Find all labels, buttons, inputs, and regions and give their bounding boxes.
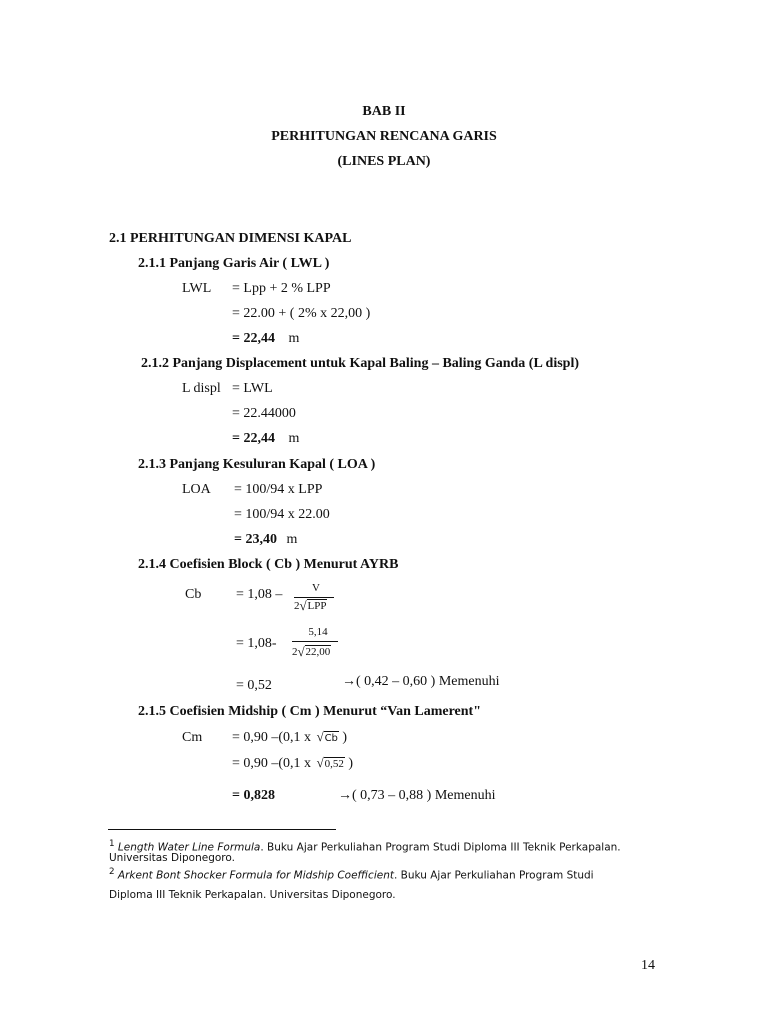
loa-lhs: LOA <box>182 482 211 497</box>
chapter-subtitle: (LINES PLAN) <box>337 154 431 169</box>
subsection-ldispl-heading: 2.1.2 Panjang Displacement untuk Kapal Baling – Baling Ganda (L displ) <box>141 356 579 371</box>
cm-check: →( 0,73 – 0,88 ) Memenuhi <box>338 788 496 803</box>
cb-formula-prefix: = 1,08 – <box>236 587 283 602</box>
lwl-lhs: LWL <box>182 281 212 296</box>
ldispl-lhs: L displ <box>182 381 221 396</box>
loa-result: = 23,40 m <box>234 532 298 547</box>
page-number: 14 <box>641 958 655 973</box>
lwl-substitution: = 22.00 + ( 2% x 22,00 ) <box>232 306 371 321</box>
cm-result: = 0,828 <box>232 788 275 803</box>
cb-substitution-prefix: = 1,08- <box>236 636 277 651</box>
footnote-1: $^1$ Length Water Line Formula. Buku Ajar Perkuliahan Program Studi Diploma III Teknik Perkapalan. <box>109 839 621 854</box>
chapter-title: PERHITUNGAN RENCANA GARIS <box>271 129 497 144</box>
subsection-cm-heading: 2.1.5 Coefisien Midship ( Cm ) Menurut “Van Lamerent" <box>138 704 481 719</box>
footnote-1-line-2: Universitas Diponegoro. <box>109 852 235 864</box>
cb-fraction-2-denominator: 2 √ 22,00 <box>292 644 331 659</box>
loa-substitution: = 100/94 x 22.00 <box>234 507 330 522</box>
cb-fraction-1-numerator: V <box>312 582 320 594</box>
chapter-label: BAB II <box>362 104 406 119</box>
subsection-loa-heading: 2.1.3 Panjang Kesuluran Kapal ( LOA ) <box>138 457 376 472</box>
cb-fraction-2-bar <box>292 641 338 642</box>
cm-lhs: Cm <box>182 730 203 745</box>
sqrt-symbol: √ 22,00 <box>297 644 331 659</box>
subsection-cb-heading: 2.1.4 Coefisien Block ( Cb ) Menurut AYRB <box>138 557 399 572</box>
footnote-2-line-2: Diploma III Teknik Perkapalan. Universitas Diponegoro. <box>109 889 396 901</box>
cb-fraction-2-numerator: 5,14 <box>308 626 328 638</box>
footnote-2: $^2$ Arkent Bont Shocker Formula for Midship Coefficient. Buku Ajar Perkuliahan Program Studi <box>109 867 594 882</box>
section-heading: 2.1 PERHITUNGAN DIMENSI KAPAL <box>109 231 352 246</box>
cb-check: →( 0,42 – 0,60 ) Memenuhi <box>342 674 500 689</box>
cb-lhs: Cb <box>185 587 202 602</box>
ldispl-result: = 22,44 m <box>232 431 300 446</box>
footnote-separator <box>108 829 336 830</box>
sqrt-symbol: √ Cb <box>316 729 338 744</box>
ldispl-formula: = LWL <box>232 381 273 396</box>
lwl-result: = 22,44 m <box>232 331 300 346</box>
loa-formula: = 100/94 x LPP <box>234 482 323 497</box>
ldispl-substitution: = 22.44000 <box>232 406 296 421</box>
cb-result: = 0,52 <box>236 678 272 693</box>
sqrt-symbol: √ LPP <box>299 598 327 613</box>
cb-fraction-1-denominator: 2 √ LPP <box>294 598 327 613</box>
lwl-formula: = Lpp + 2 % LPP <box>232 281 331 296</box>
sqrt-symbol: √ 0,52 <box>316 755 344 770</box>
cm-formula: = 0,90 –(0,1 x √ Cb ) <box>232 729 348 745</box>
cm-substitution: = 0,90 –(0,1 x √ 0,52 ) <box>232 755 353 771</box>
subsection-lwl-heading: 2.1.1 Panjang Garis Air ( LWL ) <box>138 256 330 271</box>
